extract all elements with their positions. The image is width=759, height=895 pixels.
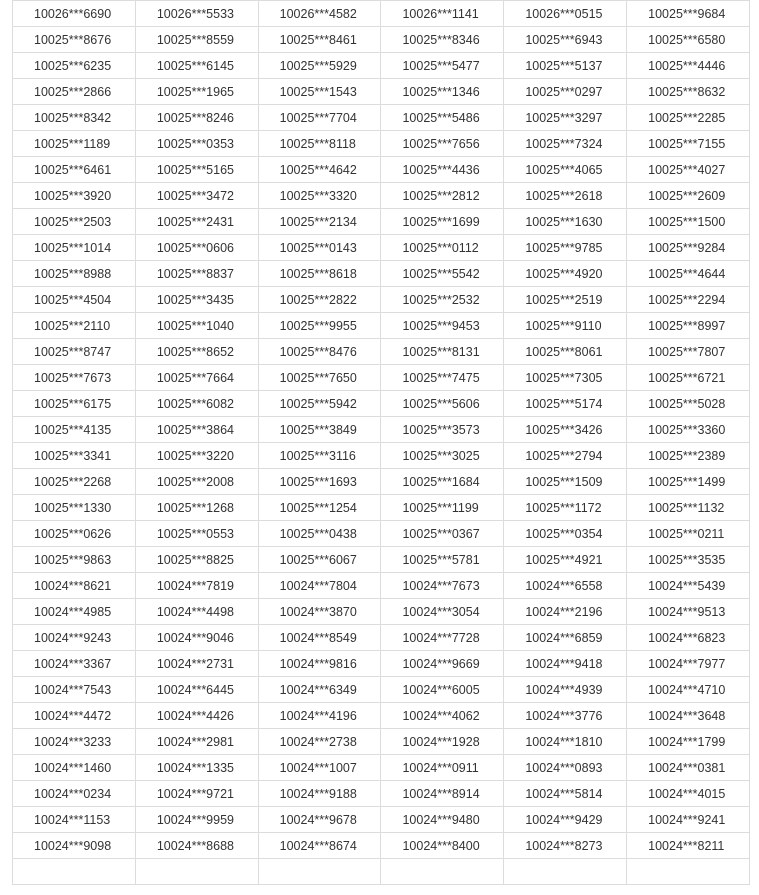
table-row <box>13 105 750 131</box>
table-row <box>13 469 750 495</box>
table-cell: 10025***9785 <box>504 235 627 261</box>
table-row <box>13 261 750 287</box>
table-row <box>13 703 750 729</box>
table-cell: 10024***9513 <box>627 599 750 625</box>
table-cell: 10024***8674 <box>258 833 381 859</box>
table-cell: 10025***1630 <box>504 209 627 235</box>
table-cell: 10025***2532 <box>381 287 504 313</box>
table-cell: 10024***3648 <box>627 703 750 729</box>
table-cell: 10024***8914 <box>381 781 504 807</box>
table-cell: 10024***1928 <box>381 729 504 755</box>
table-cell: 10025***2618 <box>504 183 627 209</box>
table-cell-empty <box>135 859 258 885</box>
table-row <box>13 599 750 625</box>
table-row-partial <box>13 859 750 885</box>
table-cell: 10024***3870 <box>258 599 381 625</box>
table-cell: 10025***1693 <box>258 469 381 495</box>
table-cell: 10025***8676 <box>13 27 136 53</box>
table-cell: 10025***2519 <box>504 287 627 313</box>
table-cell: 10026***4582 <box>258 1 381 27</box>
id-table-container <box>12 0 750 885</box>
table-cell: 10024***8273 <box>504 833 627 859</box>
table-cell: 10025***0367 <box>381 521 504 547</box>
table-row <box>13 209 750 235</box>
table-cell: 10024***6859 <box>504 625 627 651</box>
table-cell: 10025***8997 <box>627 313 750 339</box>
table-cell: 10025***3297 <box>504 105 627 131</box>
table-cell: 10025***4065 <box>504 157 627 183</box>
table-row <box>13 79 750 105</box>
table-row <box>13 287 750 313</box>
table-cell: 10025***7650 <box>258 365 381 391</box>
table-row <box>13 729 750 755</box>
table-cell: 10026***0515 <box>504 1 627 27</box>
table-cell: 10025***6721 <box>627 365 750 391</box>
table-cell: 10024***7543 <box>13 677 136 703</box>
table-row <box>13 157 750 183</box>
table-cell: 10025***1346 <box>381 79 504 105</box>
table-cell: 10025***1199 <box>381 495 504 521</box>
table-cell: 10025***3573 <box>381 417 504 443</box>
table-cell: 10024***9418 <box>504 651 627 677</box>
table-cell: 10025***7807 <box>627 339 750 365</box>
table-cell: 10025***8747 <box>13 339 136 365</box>
table-cell: 10025***8246 <box>135 105 258 131</box>
table-cell: 10025***5929 <box>258 53 381 79</box>
table-cell: 10025***8118 <box>258 131 381 157</box>
table-cell: 10025***6067 <box>258 547 381 573</box>
table-cell: 10025***0112 <box>381 235 504 261</box>
table-cell: 10024***6005 <box>381 677 504 703</box>
table-cell: 10024***3233 <box>13 729 136 755</box>
table-cell: 10026***1141 <box>381 1 504 27</box>
table-cell: 10025***2431 <box>135 209 258 235</box>
table-row <box>13 365 750 391</box>
table-cell: 10024***4015 <box>627 781 750 807</box>
table-cell: 10025***8825 <box>135 547 258 573</box>
table-row <box>13 27 750 53</box>
table-cell: 10024***1799 <box>627 729 750 755</box>
table-cell: 10025***5542 <box>381 261 504 287</box>
table-cell: 10025***1014 <box>13 235 136 261</box>
table-cell: 10024***3776 <box>504 703 627 729</box>
table-cell: 10024***0893 <box>504 755 627 781</box>
table-cell: 10024***8549 <box>258 625 381 651</box>
table-cell: 10025***1699 <box>381 209 504 235</box>
table-cell: 10025***8476 <box>258 339 381 365</box>
table-cell: 10024***9678 <box>258 807 381 833</box>
table-cell: 10025***5486 <box>381 105 504 131</box>
table-cell: 10025***0626 <box>13 521 136 547</box>
table-cell: 10025***1172 <box>504 495 627 521</box>
table-cell: 10025***8346 <box>381 27 504 53</box>
table-cell: 10025***5942 <box>258 391 381 417</box>
table-cell: 10025***7475 <box>381 365 504 391</box>
table-cell: 10026***6690 <box>13 1 136 27</box>
table-cell: 10025***1330 <box>13 495 136 521</box>
table-cell: 10024***2981 <box>135 729 258 755</box>
table-row <box>13 573 750 599</box>
table-cell: 10024***6823 <box>627 625 750 651</box>
table-cell: 10024***4710 <box>627 677 750 703</box>
table-cell: 10025***8342 <box>13 105 136 131</box>
table-cell: 10025***1509 <box>504 469 627 495</box>
table-row <box>13 131 750 157</box>
table-cell: 10025***4027 <box>627 157 750 183</box>
table-cell: 10025***3864 <box>135 417 258 443</box>
table-cell: 10024***4985 <box>13 599 136 625</box>
id-table <box>12 0 750 885</box>
table-row <box>13 443 750 469</box>
table-row <box>13 755 750 781</box>
table-cell: 10025***6943 <box>504 27 627 53</box>
table-cell: 10024***9669 <box>381 651 504 677</box>
table-cell: 10025***3426 <box>504 417 627 443</box>
table-cell: 10025***9684 <box>627 1 750 27</box>
table-cell: 10024***1460 <box>13 755 136 781</box>
table-cell: 10024***6349 <box>258 677 381 703</box>
table-cell: 10025***0211 <box>627 521 750 547</box>
table-cell: 10025***0354 <box>504 521 627 547</box>
table-cell: 10024***4062 <box>381 703 504 729</box>
table-cell: 10025***2134 <box>258 209 381 235</box>
table-cell: 10025***0438 <box>258 521 381 547</box>
table-cell: 10024***4196 <box>258 703 381 729</box>
table-cell: 10024***1335 <box>135 755 258 781</box>
table-cell: 10024***4426 <box>135 703 258 729</box>
table-cell: 10025***7155 <box>627 131 750 157</box>
table-cell: 10025***1684 <box>381 469 504 495</box>
table-cell: 10025***3025 <box>381 443 504 469</box>
table-cell: 10025***4642 <box>258 157 381 183</box>
table-cell: 10025***2294 <box>627 287 750 313</box>
table-cell: 10025***4436 <box>381 157 504 183</box>
table-cell: 10025***0297 <box>504 79 627 105</box>
table-cell: 10025***2008 <box>135 469 258 495</box>
table-cell: 10025***4504 <box>13 287 136 313</box>
table-cell: 10024***8211 <box>627 833 750 859</box>
table-cell: 10024***8688 <box>135 833 258 859</box>
table-row <box>13 807 750 833</box>
table-cell: 10025***2609 <box>627 183 750 209</box>
table-cell: 10024***8400 <box>381 833 504 859</box>
table-row <box>13 235 750 261</box>
table-row <box>13 339 750 365</box>
table-cell: 10025***6145 <box>135 53 258 79</box>
table-row <box>13 625 750 651</box>
table-cell: 10025***5137 <box>504 53 627 79</box>
table-cell: 10025***3341 <box>13 443 136 469</box>
table-cell: 10025***2268 <box>13 469 136 495</box>
table-cell: 10025***8618 <box>258 261 381 287</box>
table-cell: 10025***4920 <box>504 261 627 287</box>
table-cell: 10025***7324 <box>504 131 627 157</box>
table-row <box>13 313 750 339</box>
table-cell: 10024***7728 <box>381 625 504 651</box>
table-cell-empty <box>381 859 504 885</box>
table-cell: 10024***1810 <box>504 729 627 755</box>
table-cell: 10025***8652 <box>135 339 258 365</box>
table-cell: 10024***2738 <box>258 729 381 755</box>
table-row <box>13 521 750 547</box>
table-cell: 10025***8559 <box>135 27 258 53</box>
table-cell: 10024***7673 <box>381 573 504 599</box>
table-cell: 10025***1040 <box>135 313 258 339</box>
table-cell: 10025***9863 <box>13 547 136 573</box>
table-cell: 10024***4472 <box>13 703 136 729</box>
table-cell: 10024***3054 <box>381 599 504 625</box>
table-cell: 10024***2196 <box>504 599 627 625</box>
table-cell: 10024***1007 <box>258 755 381 781</box>
table-row <box>13 53 750 79</box>
table-cell: 10025***3320 <box>258 183 381 209</box>
table-cell: 10025***3472 <box>135 183 258 209</box>
table-cell: 10025***4446 <box>627 53 750 79</box>
table-cell: 10025***9284 <box>627 235 750 261</box>
table-cell: 10026***5533 <box>135 1 258 27</box>
table-cell: 10025***1965 <box>135 79 258 105</box>
table-cell: 10024***3367 <box>13 651 136 677</box>
table-cell: 10025***8131 <box>381 339 504 365</box>
table-cell-empty <box>258 859 381 885</box>
table-cell: 10025***0353 <box>135 131 258 157</box>
table-cell: 10025***5174 <box>504 391 627 417</box>
table-cell: 10024***9816 <box>258 651 381 677</box>
table-cell: 10024***7819 <box>135 573 258 599</box>
table-row <box>13 781 750 807</box>
table-cell: 10025***1500 <box>627 209 750 235</box>
table-cell: 10025***7656 <box>381 131 504 157</box>
table-cell: 10025***3360 <box>627 417 750 443</box>
table-cell: 10025***4644 <box>627 261 750 287</box>
table-cell: 10024***9429 <box>504 807 627 833</box>
table-cell: 10024***9046 <box>135 625 258 651</box>
table-cell: 10025***2110 <box>13 313 136 339</box>
table-cell: 10024***6445 <box>135 677 258 703</box>
table-cell: 10025***2822 <box>258 287 381 313</box>
table-cell: 10024***0381 <box>627 755 750 781</box>
table-cell: 10024***9959 <box>135 807 258 833</box>
table-cell: 10025***6461 <box>13 157 136 183</box>
table-cell: 10024***8621 <box>13 573 136 599</box>
table-cell: 10025***8461 <box>258 27 381 53</box>
table-cell-empty <box>627 859 750 885</box>
table-cell: 10025***8632 <box>627 79 750 105</box>
table-cell: 10025***1132 <box>627 495 750 521</box>
table-cell: 10025***3535 <box>627 547 750 573</box>
table-cell: 10024***0234 <box>13 781 136 807</box>
table-cell: 10024***9098 <box>13 833 136 859</box>
table-cell: 10025***6175 <box>13 391 136 417</box>
table-cell: 10025***4135 <box>13 417 136 443</box>
table-cell: 10025***1499 <box>627 469 750 495</box>
table-cell: 10025***2866 <box>13 79 136 105</box>
table-row <box>13 391 750 417</box>
table-cell: 10024***6558 <box>504 573 627 599</box>
table-cell: 10025***6082 <box>135 391 258 417</box>
table-cell: 10025***5781 <box>381 547 504 573</box>
table-cell: 10025***9110 <box>504 313 627 339</box>
table-row <box>13 417 750 443</box>
table-cell: 10025***7673 <box>13 365 136 391</box>
table-row <box>13 677 750 703</box>
table-cell: 10025***7664 <box>135 365 258 391</box>
table-cell: 10025***9453 <box>381 313 504 339</box>
table-cell: 10025***2285 <box>627 105 750 131</box>
table-row <box>13 1 750 27</box>
table-cell: 10024***9188 <box>258 781 381 807</box>
table-cell: 10025***0143 <box>258 235 381 261</box>
table-row <box>13 547 750 573</box>
table-row <box>13 651 750 677</box>
id-table-body <box>13 1 750 885</box>
table-cell: 10025***0553 <box>135 521 258 547</box>
table-cell: 10025***7305 <box>504 365 627 391</box>
table-cell: 10025***1189 <box>13 131 136 157</box>
table-cell: 10025***0606 <box>135 235 258 261</box>
table-cell: 10024***1153 <box>13 807 136 833</box>
table-row <box>13 183 750 209</box>
table-cell: 10025***2503 <box>13 209 136 235</box>
table-cell: 10025***2812 <box>381 183 504 209</box>
table-cell: 10024***0911 <box>381 755 504 781</box>
table-cell: 10025***7704 <box>258 105 381 131</box>
table-cell: 10025***1254 <box>258 495 381 521</box>
table-cell: 10025***3920 <box>13 183 136 209</box>
table-cell: 10025***2794 <box>504 443 627 469</box>
table-row <box>13 495 750 521</box>
table-cell: 10025***8061 <box>504 339 627 365</box>
table-cell: 10025***3435 <box>135 287 258 313</box>
table-cell: 10025***6235 <box>13 53 136 79</box>
table-cell-empty <box>504 859 627 885</box>
table-cell: 10025***6580 <box>627 27 750 53</box>
table-cell: 10025***8837 <box>135 261 258 287</box>
table-cell: 10025***1543 <box>258 79 381 105</box>
table-cell: 10024***4939 <box>504 677 627 703</box>
table-cell: 10025***5477 <box>381 53 504 79</box>
table-cell: 10025***3220 <box>135 443 258 469</box>
table-cell: 10024***9243 <box>13 625 136 651</box>
table-cell: 10024***7977 <box>627 651 750 677</box>
table-cell: 10025***5606 <box>381 391 504 417</box>
table-cell: 10025***9955 <box>258 313 381 339</box>
table-cell: 10025***5028 <box>627 391 750 417</box>
table-cell: 10024***5439 <box>627 573 750 599</box>
table-cell: 10025***5165 <box>135 157 258 183</box>
table-row <box>13 833 750 859</box>
table-cell: 10024***2731 <box>135 651 258 677</box>
table-cell: 10025***3116 <box>258 443 381 469</box>
table-cell: 10025***3849 <box>258 417 381 443</box>
table-cell: 10024***9480 <box>381 807 504 833</box>
table-cell: 10024***4498 <box>135 599 258 625</box>
table-cell: 10024***5814 <box>504 781 627 807</box>
table-cell: 10025***1268 <box>135 495 258 521</box>
table-cell: 10025***8988 <box>13 261 136 287</box>
table-cell: 10025***2389 <box>627 443 750 469</box>
table-cell: 10025***4921 <box>504 547 627 573</box>
table-cell: 10024***9721 <box>135 781 258 807</box>
table-cell: 10024***7804 <box>258 573 381 599</box>
table-cell: 10024***9241 <box>627 807 750 833</box>
table-cell-empty <box>13 859 136 885</box>
